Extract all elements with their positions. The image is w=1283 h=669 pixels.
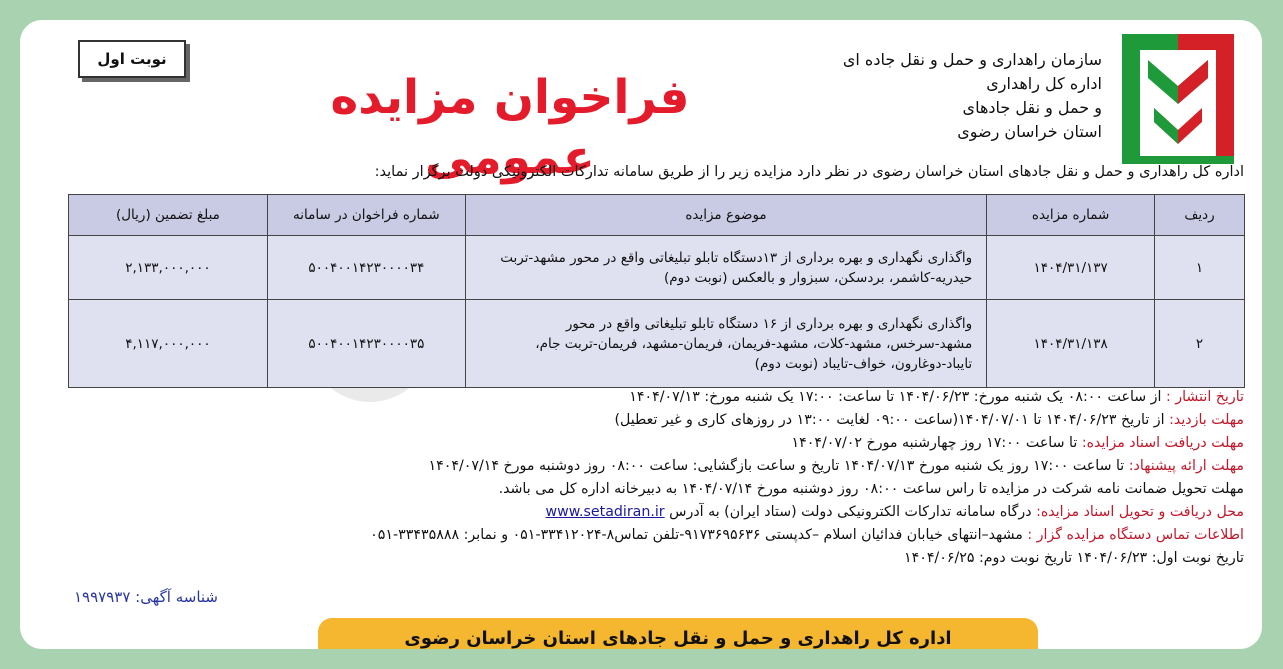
docs-deadline-value: تا ساعت ۱۷:۰۰ روز چهارشنبه مورخ ۱۴۰۴/۰۷/۰۲ — [791, 435, 1078, 451]
auction-number: ۱۴۰۴/۳۱/۱۳۸ — [987, 300, 1155, 388]
offer-deadline-value: تا ساعت ۱۷:۰۰ روز یک شنبه مورخ ۱۴۰۴/۰۷/۱۳ تاریخ و ساعت بازگشایی: ساعت ۰۸:۰۰ روز دوشنبه مورخ ۱۴۰۴/۰۷/۱۴ — [428, 458, 1125, 474]
contact-row — [44, 524, 1244, 547]
offer-deadline-row — [44, 455, 1244, 478]
column-header: ردیف — [1155, 195, 1245, 236]
guarantee-amount: ۴,۱۱۷,۰۰۰,۰۰۰ — [69, 300, 268, 388]
row-number: ۱ — [1155, 236, 1245, 300]
org-line: سازمان راهداری و حمل و نقل جاده ای — [842, 50, 1102, 69]
visit-deadline-value: از تاریخ ۱۴۰۴/۰۶/۲۳ تا ۱۴۰۴/۰۷/۰۱(ساعت ۰۹:۰۰ لغایت ۱۳:۰۰ در روزهای کاری و غیر تعطیل) — [614, 412, 1165, 428]
auction-subject — [465, 236, 986, 300]
setadiran-link[interactable]: www.setadiran.ir — [545, 504, 665, 520]
call-number: ۵۰۰۴۰۰۱۴۲۳۰۰۰۰۳۵ — [267, 300, 465, 388]
row-number: ۲ — [1155, 300, 1245, 388]
round-dates-row: تاریخ نوبت اول: ۱۴۰۴/۰۶/۲۳ تاریخ نوبت دوم: ۱۴۰۴/۰۶/۲۵ — [903, 550, 1244, 566]
table-header-row — [69, 195, 1245, 236]
subject-line: واگذاری نگهداری و بهره برداری از ۱۳دستگاه تابلو تبلیغاتی واقع در محور مشهد-تربت — [500, 249, 973, 266]
auction-subject — [465, 300, 986, 388]
auction-table — [68, 194, 1245, 388]
guarantee-delivery-row: مهلت تحویل ضمانت نامه شرکت در مزایده تا راس ساعت ۰۸:۰۰ روز دوشنبه مورخ ۱۴۰۴/۰۷/۱۴ به دبیرخانه اداره کل می باشد. — [498, 481, 1244, 497]
auction-details — [44, 386, 1244, 570]
docs-deadline-row — [44, 432, 1244, 455]
footer-banner: اداره کل راهداری و حمل و نقل جادهای استان خراسان رضوی — [318, 618, 1038, 649]
subject-line: مشهد-سرخس، مشهد-کلات، مشهد-فریمان، فریمان-مشهد، فریمان-تربت جام، — [535, 335, 973, 352]
table-row — [69, 300, 1245, 388]
call-number: ۵۰۰۴۰۰۱۴۲۳۰۰۰۰۳۴ — [267, 236, 465, 300]
table-row — [69, 236, 1245, 300]
subject-line: واگذاری نگهداری و بهره برداری از ۱۶ دستگاه تابلو تبلیغاتی واقع در محور — [565, 315, 973, 332]
place-label: محل دریافت و تحویل اسناد مزایده: — [1036, 504, 1244, 520]
visit-deadline-row — [44, 409, 1244, 432]
column-header: مبلغ تضمین (ریال) — [69, 195, 268, 236]
guarantee-amount: ۲,۱۳۳,۰۰۰,۰۰۰ — [69, 236, 268, 300]
column-header: موضوع مزایده — [465, 195, 986, 236]
column-header: شماره مزایده — [987, 195, 1155, 236]
org-line: استان خراسان رضوی — [957, 122, 1102, 141]
place-value: درگاه سامانه تدارکات الکترونیکی دولت (ستاد ایران) به آدرس — [669, 504, 1032, 520]
org-line: و حمل و نقل جادهای — [962, 98, 1102, 117]
subject-line: حیدریه-کاشمر، بردسکن، سبزوار و بالعکس (نوبت دوم) — [664, 269, 973, 286]
docs-deadline-label: مهلت دریافت اسناد مزایده: — [1081, 435, 1244, 451]
contact-label: اطلاعات تماس دستگاه مزایده گزار : — [1027, 527, 1244, 543]
organization-name — [802, 48, 1102, 144]
contact-value: مشهد–انتهای خیابان فدائیان اسلام –کدپستی ۹۱۷۳۶۹۵۶۳۶-تلفن تماس۸-۳۳۴۱۲۰۲۴-۰۵۱ و نمابر: ۳۳۴۳۵۸۸۸-۰۵۱ — [370, 527, 1023, 543]
place-row — [44, 501, 1244, 524]
subject-line: تایباد-دوغارون، خواف-تایباد (نوبت دوم) — [754, 355, 973, 372]
rmto-logo-icon — [1114, 30, 1242, 168]
publish-date-value: از ساعت ۰۸:۰۰ یک شنبه مورخ: ۱۴۰۴/۰۶/۲۳ تا ساعت: ۱۷:۰۰ یک شنبه مورخ: ۱۴۰۴/۰۷/۱۳ — [629, 389, 1162, 405]
round-badge: نوبت اول — [78, 40, 186, 78]
publish-date-label: تاریخ انتشار : — [1165, 389, 1244, 405]
visit-deadline-label: مهلت بازدید: — [1169, 412, 1244, 428]
auction-number: ۱۴۰۴/۳۱/۱۳۷ — [987, 236, 1155, 300]
org-line: اداره کل راهداری — [986, 74, 1102, 93]
column-header: شماره فراخوان در سامانه — [267, 195, 465, 236]
page-title: فراخوان مزایده عمومی — [330, 70, 690, 185]
intro-text: اداره کل راهداری و حمل و نقل جادهای استان خراسان رضوی در نظر دارد مزایده زیر را از طریق سامانه تدارکات الکترونیکی دولت برگزار نماید: — [374, 164, 1244, 180]
ad-id: شناسه آگهی: ۱۹۹۷۹۳۷ — [74, 588, 218, 606]
notice-card — [20, 20, 1262, 649]
offer-deadline-label: مهلت ارائه پیشنهاد: — [1128, 458, 1244, 474]
publish-date-row — [44, 386, 1244, 409]
